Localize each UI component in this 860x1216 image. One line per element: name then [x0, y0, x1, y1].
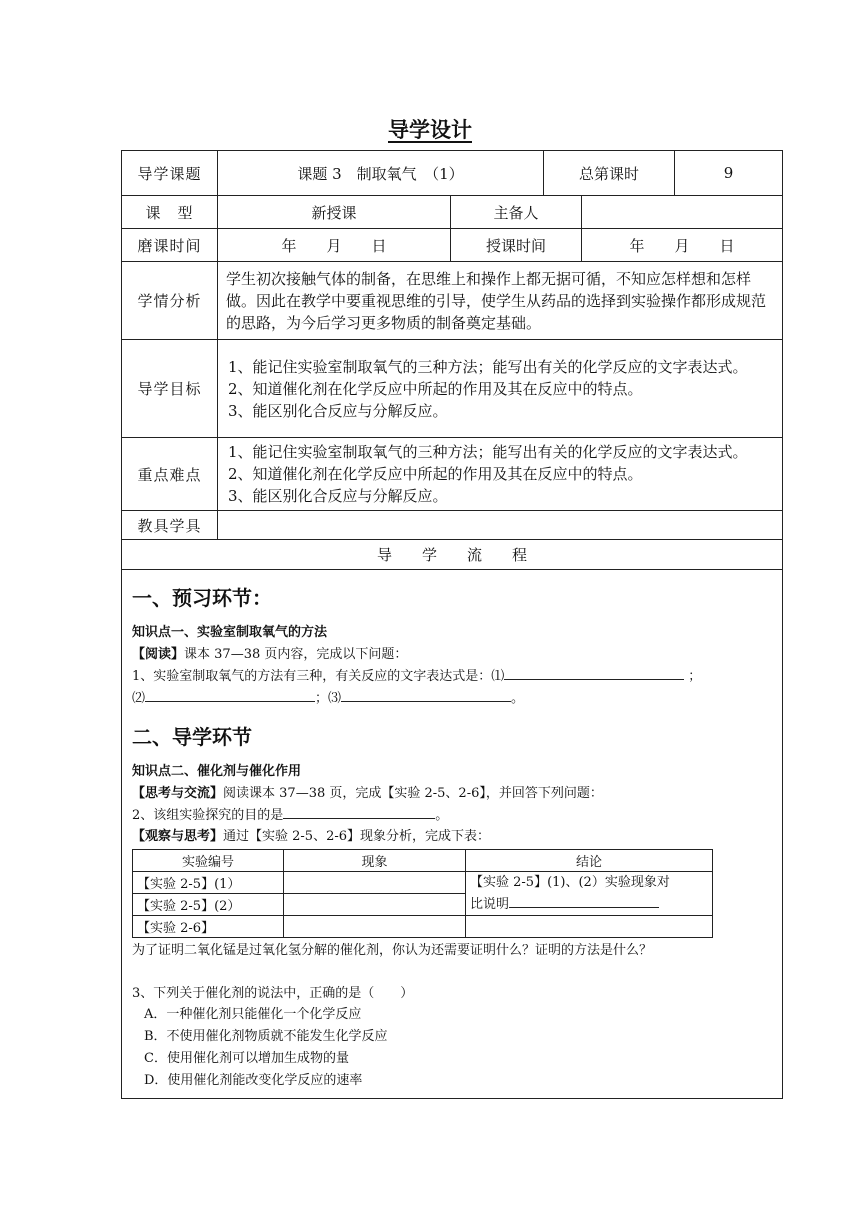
question-2: 2、该组实验探究的目的是 。: [132, 804, 772, 826]
goal-item: 1、能记住实验室制取氧气的三种方法；能写出有关的化学反应的文字表达式。: [228, 357, 748, 376]
goals-list: [218, 340, 783, 438]
experiment-id: 【实验 2-5】(2）: [133, 894, 284, 916]
question-1: 1、实验室制取氧气的方法有三种，有关反应的文字表达式是：⑴ ；: [132, 665, 772, 687]
topic-label: 导学课题: [122, 151, 218, 196]
tools-value: [218, 511, 783, 540]
question-1-continued: ⑵ ；⑶ 。: [132, 687, 772, 709]
table-header: 现象: [284, 850, 466, 872]
key-points-label: 重点难点: [122, 438, 218, 511]
flow-content: [122, 570, 783, 1099]
answer-blank[interactable]: [341, 687, 511, 702]
option-b: B．不使用催化剂物质就不能发生化学反应: [144, 1029, 388, 1044]
conclusion-text-2: 比说明: [470, 893, 708, 915]
polish-time-label: 磨课时间: [122, 229, 218, 262]
total-lessons-value: 9: [675, 151, 783, 196]
question-3: 3、下列关于催化剂的说法中，正确的是（ ）: [132, 986, 414, 1001]
answer-blank[interactable]: [145, 687, 315, 702]
topic-value: 课题 3 制取氧气 （1）: [218, 151, 544, 196]
goals-label: 导学目标: [122, 340, 218, 438]
option-a: A．一种催化剂只能催化一个化学反应: [144, 1007, 362, 1022]
preparer-label: 主备人: [451, 196, 582, 229]
experiment-table: [132, 849, 713, 938]
analysis-label: 学情分析: [122, 262, 218, 340]
guided-heading: 二、导学环节: [132, 725, 252, 749]
lesson-plan-table: [121, 150, 783, 1099]
preparer-value: [582, 196, 783, 229]
lesson-type-value: 新授课: [218, 196, 451, 229]
conclusion-cell: [466, 872, 713, 916]
experiment-id: 【实验 2-5】(1）: [133, 872, 284, 894]
tools-label: 教具学具: [122, 511, 218, 540]
teach-time-label: 授课时间: [451, 229, 582, 262]
think-instruction: 【思考与交流】阅读课本 37—38 页，完成【实验 2-5、2-6】，并回答下列问题：: [132, 786, 603, 801]
document-title: 导学设计: [388, 118, 472, 142]
option-d: D．使用催化剂能改变化学反应的速率: [144, 1073, 363, 1088]
answer-blank[interactable]: [509, 893, 659, 908]
phenomenon-cell[interactable]: [284, 916, 466, 938]
table-header: 结论: [466, 850, 713, 872]
flow-label: 导 学 流 程: [122, 540, 783, 570]
conclusion-text: 【实验 2-5】(1)、(2）实验现象对: [470, 875, 670, 890]
prove-question: 为了证明二氧化锰是过氧化氢分解的催化剂，你认为还需要证明什么？证明的方法是什么？: [132, 943, 653, 958]
experiment-id: 【实验 2-6】: [133, 916, 284, 938]
phenomenon-cell[interactable]: [284, 872, 466, 894]
read-instruction: 【阅读】课本 37—38 页内容，完成以下问题：: [132, 647, 408, 662]
key-point-item: 2、知道催化剂在化学反应中所起的作用及其在反应中的特点。: [228, 465, 643, 483]
goal-item: 2、知道催化剂在化学反应中所起的作用及其在反应中的特点。: [228, 379, 643, 398]
preview-heading: 一、预习环节：: [132, 586, 272, 610]
analysis-text: 学生初次接触气体的制备，在思维上和操作上都无据可循，不知应怎样想和怎样做。因此在教学中要重视思维的引导，使学生从药品的选择到实验操作都形成规范的思路，为今后学习更多物质的制备奠定基础。: [218, 262, 783, 340]
answer-blank[interactable]: [504, 665, 684, 680]
knowledge-point-1: 知识点一、实验室制取氧气的方法: [132, 625, 328, 640]
conclusion-cell[interactable]: [466, 916, 713, 938]
lesson-type-label: 课 型: [122, 196, 218, 229]
option-c: C．使用催化剂可以增加生成物的量: [144, 1051, 349, 1066]
key-point-item: 3、能区别化合反应与分解反应。: [228, 487, 448, 505]
knowledge-point-2: 知识点二、催化剂与催化作用: [132, 764, 302, 779]
answer-blank[interactable]: [283, 804, 435, 819]
key-point-item: 1、能记住实验室制取氧气的三种方法；能写出有关的化学反应的文字表达式。: [228, 443, 748, 461]
total-lessons-label: 总第课时: [544, 151, 675, 196]
goal-item: 3、能区别化合反应与分解反应。: [228, 401, 448, 420]
key-points-list: [218, 438, 783, 511]
phenomenon-cell[interactable]: [284, 894, 466, 916]
table-header: 实验编号: [133, 850, 284, 872]
teach-time-value: 年 月 日: [582, 229, 783, 262]
polish-time-value: 年 月 日: [218, 229, 451, 262]
observe-instruction: 【观察与思考】通过【实验 2-5、2-6】现象分析，完成下表：: [132, 829, 491, 844]
